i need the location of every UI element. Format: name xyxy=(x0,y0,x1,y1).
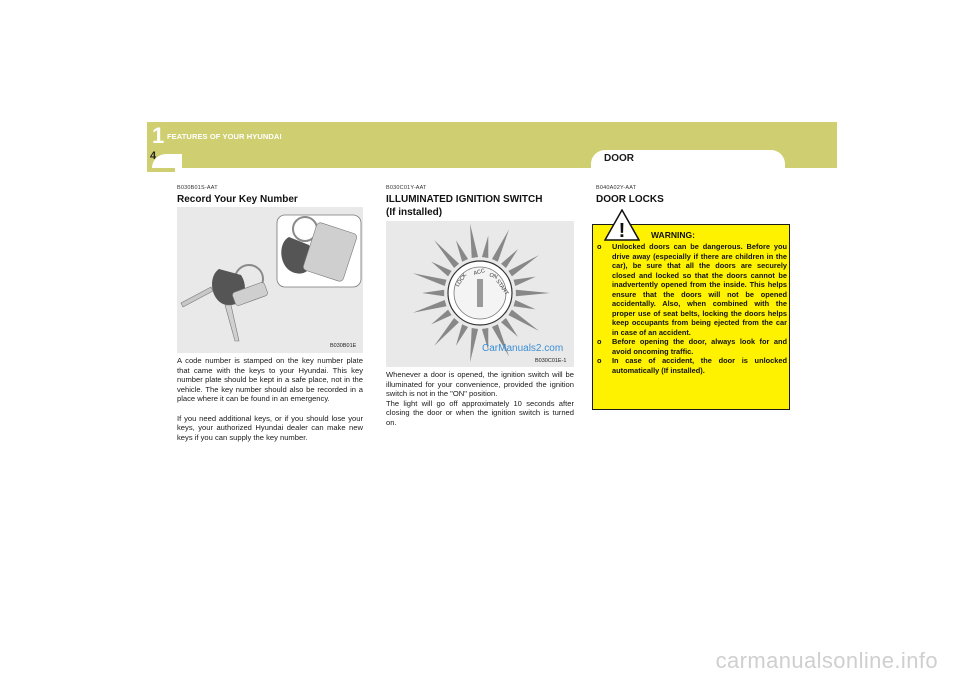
col1-paragraph-2: If you need additional keys, or if you should lose your keys, your authorized Hyundai dealer can make new keys if you can supply the key number. xyxy=(177,413,363,442)
chapter-title: FEATURES OF YOUR HYUNDAI xyxy=(167,132,282,141)
col1-body xyxy=(177,356,363,452)
switch-label-lock: LOCK xyxy=(454,272,469,289)
keys-illustration xyxy=(177,207,363,353)
illumination-ray xyxy=(482,236,488,258)
illumination-ray xyxy=(501,318,518,337)
chapter-number: 1 xyxy=(152,123,165,148)
figure-watermark: CarManuals2.com xyxy=(482,343,564,354)
col2-body xyxy=(386,370,574,428)
illumination-ray xyxy=(508,255,538,276)
col1-code: B030B01S-AAT xyxy=(177,185,218,191)
site-watermark-text: carmanualsonline.info xyxy=(715,648,938,673)
warning-bullet: o xyxy=(597,337,602,346)
col2-paragraph-2: The light will go off approximately 10 seconds after closing the door or when the ignition switch is turned on. xyxy=(386,398,574,427)
warning-bullet: o xyxy=(597,242,602,251)
warning-item-text: Before opening the door, always look for and avoid oncoming traffic. xyxy=(612,337,787,356)
ignition-switch-illustration xyxy=(386,221,574,367)
col2-code: B030C01Y-AAT xyxy=(386,185,427,191)
warning-item-3 xyxy=(597,356,787,375)
warning-item-text: In case of accident, the door is unlocked automatically (If installed). xyxy=(612,356,787,375)
illumination-ray xyxy=(516,290,550,296)
site-watermark xyxy=(0,648,960,674)
illumination-ray xyxy=(413,300,447,313)
col1-heading: Record Your Key Number xyxy=(177,194,298,205)
header-left-strip xyxy=(147,168,175,172)
warning-item-1 xyxy=(597,242,787,337)
illumination-ray xyxy=(456,324,468,345)
illumination-ray xyxy=(492,229,509,261)
warning-item-2 xyxy=(597,337,787,356)
switch-label-start: START xyxy=(494,278,510,297)
illumination-ray xyxy=(513,277,535,286)
illumination-ray xyxy=(434,240,459,268)
ignition-figure xyxy=(386,221,574,367)
illumination-ray xyxy=(434,318,459,346)
illumination-ray xyxy=(413,273,447,286)
warning-title: WARNING: xyxy=(651,230,695,240)
col2-figure-code: B030C01E-1 xyxy=(535,358,567,364)
illumination-ray xyxy=(508,310,538,331)
illumination-ray xyxy=(422,290,444,296)
illumination-ray xyxy=(431,310,451,325)
illumination-ray xyxy=(431,262,451,277)
illumination-ray xyxy=(470,328,478,362)
warning-list xyxy=(597,242,787,375)
warning-bullet: o xyxy=(597,356,602,365)
illumination-ray xyxy=(456,240,468,261)
col1-paragraph-1: A code number is stamped on the key number plate that came with the keys to your Hyundai. This key number plate should be kept in a safe place, not in the vehicle. The key number should also be recorded in a place where it can be found in an emergency. xyxy=(177,356,363,404)
col2-paragraph-1: Whenever a door is opened, the ignition switch will be illuminated for your convenience, provided the ignition switch is not in the "ON" position. xyxy=(386,370,574,399)
warning-symbol: ! xyxy=(618,220,626,241)
col2-heading-line2: (If installed) xyxy=(386,207,443,218)
illumination-ray xyxy=(470,224,478,258)
page-number: 4 xyxy=(150,150,157,162)
col3-code: B040A02Y-AAT xyxy=(596,185,637,191)
col3-heading: DOOR LOCKS xyxy=(596,194,664,205)
warning-item-text: Unlocked doors can be dangerous. Before you drive away (especially if there are children in the car), be sure that all the doors are securely closed and locked so that the doors cannot be inadvertently opened from the inside. This helps ensure that the doors will not be opened accidentally. Also, when combined with the proper use of seat belts, locking the doors helps keep occupants from being ejected from the car in case of an accident. xyxy=(612,242,787,337)
illumination-ray xyxy=(501,249,518,268)
section-title: DOOR xyxy=(604,153,634,164)
col1-figure-code: B030B01E xyxy=(330,343,357,349)
illumination-ray xyxy=(513,300,535,309)
col2-heading-line1: ILLUMINATED IGNITION SWITCH xyxy=(386,194,543,205)
warning-triangle-icon xyxy=(604,209,640,241)
keys-figure xyxy=(177,207,363,353)
switch-label-acc: ACC xyxy=(472,268,486,277)
switch-label-on: ON xyxy=(488,272,499,281)
